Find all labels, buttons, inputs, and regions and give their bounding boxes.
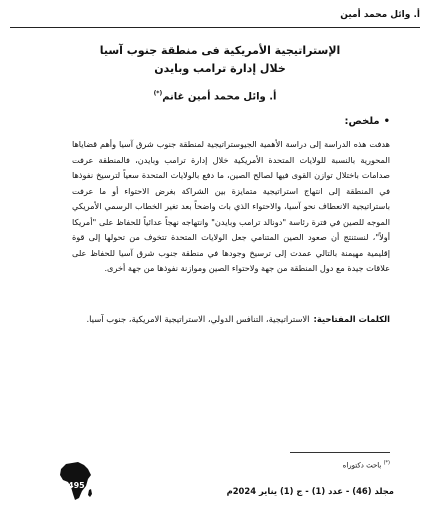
- author-line: [90, 90, 340, 102]
- header-rule: [10, 27, 420, 28]
- footnote-marker: (*): [383, 460, 390, 466]
- title-line-2: خلال إدارة ترامب وبايدن: [154, 62, 286, 75]
- keywords-text: الاستراتيجية، التنافس الدولي، الاستراتيجية الامريكية، جنوب آسيا.: [86, 314, 310, 324]
- title-line-1: الإستراتيجية الأمريكية فى منطقة جنوب آسيا: [99, 44, 341, 57]
- page-number: 495: [68, 481, 85, 490]
- abstract-body: هدفت هذه الدراسة إلى دراسة الأهمية الجيوستراتيجية لمنطقة جنوب شرق آسيا وأهم قضاياها المحورية بالنسبة للولايات المتحدة الأمريكية خلال إدارة ترامب وبايدن، فالمنطقة عرفت صدامات باختلال توازن القوى فيها لصالح الصين، ما دفع بالولايات المتحدة سعياً لترسيخ نفوذها في المنطقة إلى انتهاج استراتيجية متمايزة بين الشراكة بغرض الاحتواء أو ما عرفت باستراتيجية الانعطاف نحو آسيا، والاحتواء الذي بات واضحاً بعد تغير الخطاب الرسمي الأمريكي الموجه للصين في فترة رئاسة "دونالد ترامب وبايدن" وانتهاجه نهجاً عدائياً للحفاظ على "أمريكا أولاً"، لنستنتج أن صعود الصين المتنامي جعل الولايات المتحدة تتخوف من تحولها إلى قوة إقليمية مهيمنة بالتالي عمدت إلى ترسيخ وجودها في منطقة جنوب شرق آسيا للحفاظ على علاقات جيدة مع دول المنطقة من جهة ولاحتواء الصين وموازنة نفوذها من جهة أخرى.: [72, 139, 390, 273]
- article-title: [70, 42, 370, 78]
- author-footnote-marker: (*): [153, 90, 163, 97]
- footnote-rule: [290, 452, 390, 453]
- footnote-text: باحث دكتوراه: [342, 461, 382, 470]
- abstract-heading: [344, 116, 390, 127]
- bullet-icon: •: [383, 116, 390, 127]
- abstract-heading-label: ملخص:: [344, 116, 380, 127]
- footnote: [343, 460, 390, 469]
- keywords: [72, 312, 390, 326]
- running-header-author: أ. وائل محمد أمين: [340, 10, 420, 20]
- keywords-label: الكلمات المفتاحية:: [313, 314, 390, 324]
- journal-issue: مجلد (46) - عدد (1) - ج (1) يناير 2024م: [226, 486, 394, 496]
- author-name: أ. وائل محمد أمين غانم: [162, 91, 277, 103]
